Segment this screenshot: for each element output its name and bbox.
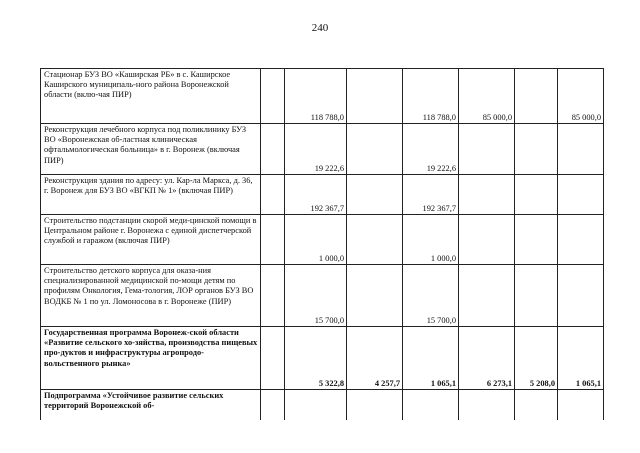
cell-col-6	[515, 390, 558, 420]
cell-col-3	[347, 265, 403, 327]
cell-col-1	[261, 390, 285, 420]
cell-col-1	[261, 215, 285, 265]
cell-col-4: 192 367,7	[403, 175, 459, 215]
cell-col-3	[347, 69, 403, 124]
cell-col-5: 6 273,1	[459, 327, 515, 390]
row-description: Строительство детского корпуса для оказа-ния специализированной медицинской по-мощи детям по профилям Онкология, Гема-тология, ЛОР органов БУЗ ВО ВОДКБ № 1 по ул. Ломоносова в г. Воронеже (ПИР)	[41, 265, 261, 327]
row-description: Подпрограмма «Устойчивое развитие сельских территорий Воронежской об-	[41, 390, 261, 420]
table-row	[41, 175, 604, 215]
cell-col-7: 1 065,1	[558, 327, 604, 390]
row-description: Государственная программа Воронеж-ской области «Развитие сельского хо-зяйства, производства пищевых про-дуктов и инфраструктуры агропродо-вольственного рынка»	[41, 327, 261, 390]
cell-col-2: 192 367,7	[285, 175, 347, 215]
cell-col-5	[459, 215, 515, 265]
table-row	[41, 215, 604, 265]
cell-col-7	[558, 124, 604, 175]
cell-col-3: 4 257,7	[347, 327, 403, 390]
cell-col-2: 19 222,6	[285, 124, 347, 175]
cell-col-5	[459, 265, 515, 327]
cell-col-4: 19 222,6	[403, 124, 459, 175]
cell-col-1	[261, 265, 285, 327]
row-description: Стационар БУЗ ВО «Каширская РБ» в с. Каширское Каширского муниципаль-ного района Воронежской области (вклю-чая ПИР)	[41, 69, 261, 124]
cell-col-6	[515, 124, 558, 175]
table-row	[41, 390, 604, 420]
cell-col-2: 5 322,8	[285, 327, 347, 390]
cell-col-6	[515, 175, 558, 215]
cell-col-6	[515, 265, 558, 327]
page-number: 240	[311, 22, 329, 34]
cell-col-6	[515, 69, 558, 124]
cell-col-5: 85 000,0	[459, 69, 515, 124]
cell-col-2: 15 700,0	[285, 265, 347, 327]
cell-col-6: 5 208,0	[515, 327, 558, 390]
cell-col-4: 118 788,0	[403, 69, 459, 124]
cell-col-7	[558, 175, 604, 215]
table-row	[41, 265, 604, 327]
cell-col-4: 15 700,0	[403, 265, 459, 327]
cell-col-4	[403, 390, 459, 420]
row-description: Строительство подстанции скорой меди-цинской помощи в Центральном районе г. Воронежа с единой диспетчерской службой и гаражом (включая ПИР)	[41, 215, 261, 265]
table-row	[41, 124, 604, 175]
cell-col-5	[459, 390, 515, 420]
table-row	[41, 327, 604, 390]
cell-col-2: 118 788,0	[285, 69, 347, 124]
cell-col-4: 1 065,1	[403, 327, 459, 390]
budget-table	[40, 68, 604, 420]
cell-col-7: 85 000,0	[558, 69, 604, 124]
cell-col-4: 1 000,0	[403, 215, 459, 265]
cell-col-5	[459, 175, 515, 215]
cell-col-1	[261, 175, 285, 215]
cell-col-2	[285, 390, 347, 420]
cell-col-7	[558, 215, 604, 265]
cell-col-3	[347, 215, 403, 265]
cell-col-2: 1 000,0	[285, 215, 347, 265]
row-description: Реконструкция лечебного корпуса под поликлинику БУЗ ВО «Воронежская об-ластная клиническая офтальмологическая больница» в г. Воронеж (включая ПИР)	[41, 124, 261, 175]
cell-col-1	[261, 69, 285, 124]
cell-col-3	[347, 124, 403, 175]
cell-col-5	[459, 124, 515, 175]
table-row	[41, 69, 604, 124]
cell-col-3	[347, 390, 403, 420]
cell-col-7	[558, 265, 604, 327]
row-description: Реконструкция здания по адресу: ул. Кар-ла Маркса, д. 36, г. Воронеж для БУЗ ВО «ВГКП № 1» (включая ПИР)	[41, 175, 261, 215]
cell-col-7	[558, 390, 604, 420]
cell-col-1	[261, 327, 285, 390]
cell-col-3	[347, 175, 403, 215]
cell-col-6	[515, 215, 558, 265]
cell-col-1	[261, 124, 285, 175]
